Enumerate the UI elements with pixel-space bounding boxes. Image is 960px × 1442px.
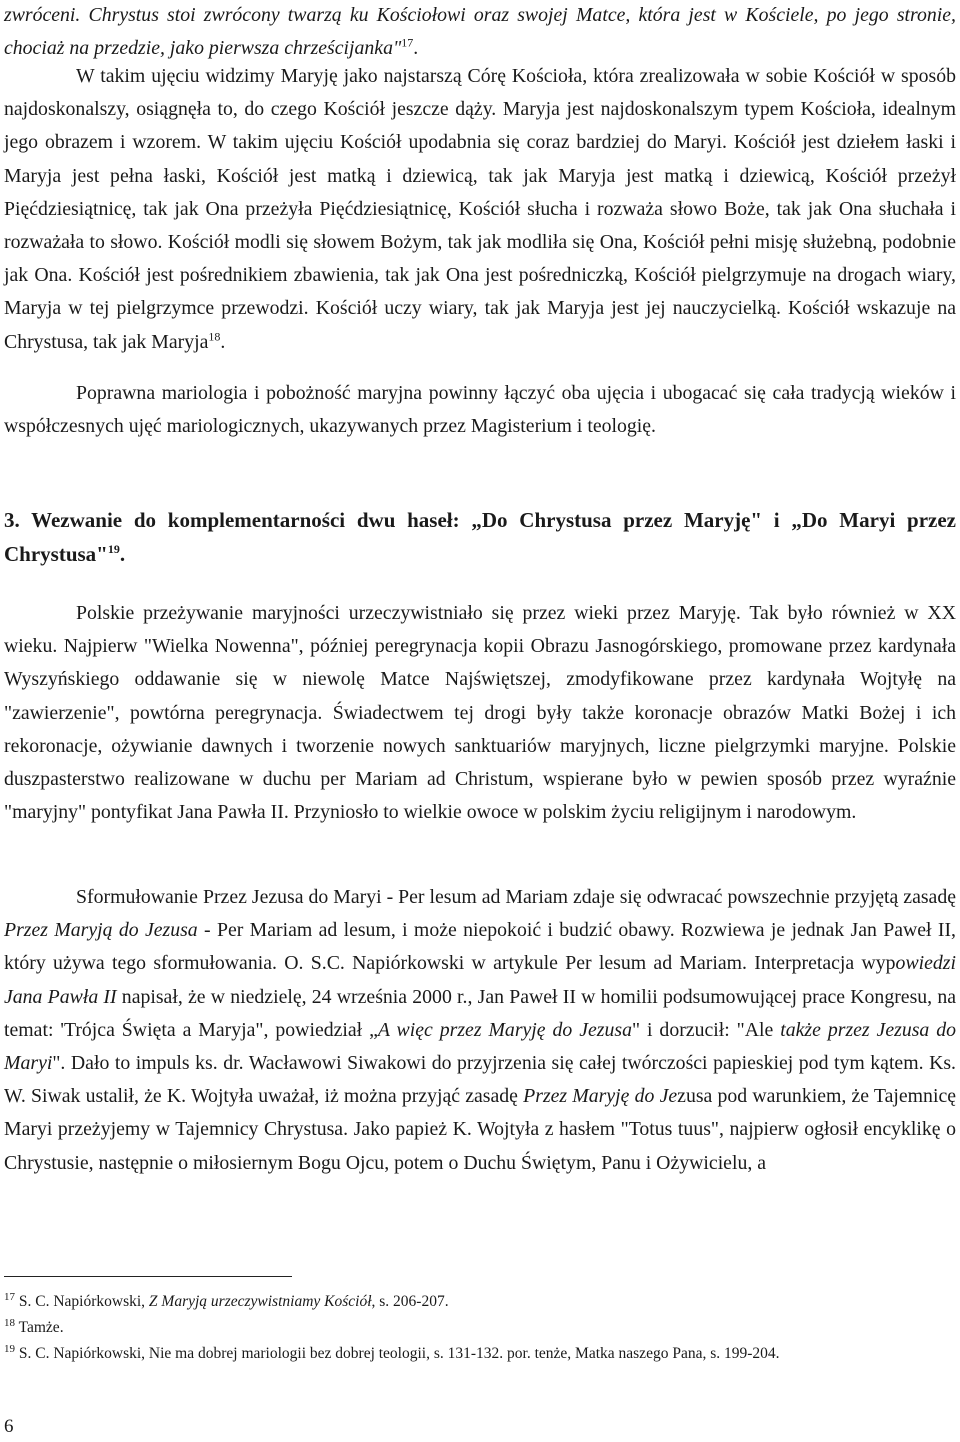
paragraph-5: [4, 881, 956, 1180]
text-run: " i dorzucił: "Ale: [631, 1018, 781, 1041]
footnote-separator: [4, 1276, 292, 1277]
text-run: zusa pod warunkiem, że Tajemnicę Maryi przeżyjemy w Tajemnicy Chrystusa. Jako papież K. Wojtyła z hasłem "Totus tuus", najpierw ogłosił encyklikę o Chrystusie, następnie o miłosiernym Bogu Ojcu, potem o Duchu Świętym, Panu i Ożywicielu, a: [4, 1085, 957, 1174]
footnote-ref-19[interactable]: 19: [107, 541, 120, 556]
footnote-text: , s. 206-207.: [371, 1293, 449, 1310]
footnote-17: [4, 1291, 956, 1313]
paragraph-1: [4, 0, 956, 65]
italic-phrase: Przez Maryją do Jezusa: [4, 919, 198, 942]
paragraph-4: [4, 597, 956, 829]
text-run: - Per Mariam ad lesum, i może niepokoić i budzić obawy. Rozwiewa je jednak Jan Paweł II, który używa tego sformułowania. O. S.C. Napiórkowski w artykule Per lesum ad Mariam. Interpretacja wyp: [4, 919, 957, 975]
section-heading-text: 3. Wezwanie do komplementarności dwu haseł: „Do Chrystusa przez Maryję" i „Do Maryi przez Chrystusa": [4, 508, 956, 566]
page-number: 6: [4, 1416, 14, 1437]
italic-phrase: także przez Jezusa do Maryi: [4, 1018, 957, 1075]
italic-phrase: owiedzi Jana Pawła II: [4, 952, 956, 1008]
footnote-19: [4, 1343, 956, 1365]
text-run: napisał, że w niedzielę, 24 września 2000 r., Jan Paweł II w homilii podsumowującej prace Kongresu, na temat: 'Trójca Święta a Maryja", powiedział „: [4, 985, 956, 1041]
footnote-number: 18: [4, 1316, 15, 1329]
heading-end: .: [119, 541, 126, 566]
footnote-title: Z Maryją urzeczywistniamy Kościół: [148, 1293, 372, 1310]
footnote-18: [4, 1317, 956, 1339]
footnote-number: 17: [4, 1290, 15, 1303]
footnote-text: S. C. Napiórkowski,: [18, 1293, 149, 1310]
footnote-number: 19: [4, 1342, 15, 1355]
footnote-ref-17[interactable]: 17: [401, 35, 414, 50]
footnote-ref-18[interactable]: 18: [208, 329, 221, 344]
text-run: ". Dało to impuls ks. dr. Wacławowi Siwakowi do przyjrzenia się całej twórczości papieskiej pod tym kątem. Ks. W. Siwak ustalił, że K. Wojtyła uważał, iż można przyjąć zasadę: [4, 1052, 956, 1108]
quote-text: zwróceni. Chrystus stoi zwrócony twarzą ku Kościołowi oraz swojej Matce, która jest w Kościele, po jego stronie, chociaż na przedzie, jako pierwsza chrześcijanka": [4, 4, 956, 60]
italic-phrase: A więc przez Maryję do Jezusa: [377, 1018, 632, 1041]
paragraph-4-text: Polskie przeżywanie maryjności urzeczywistniało się przez wieki przez Maryję. Tak było również w XX wieku. Najpierw "Wielka Nowenna", później peregrynacja kopii Obrazu Jasnogórskiego, promowane przez kardynała Wyszyńskiego oddawanie się w niewolę Matce Najświętszej, zmodyfikowane przez kardynała Wojtyłę na "zawierzenie", powtórna peregrynacja. Świadectwem tej drogi były także koronacje obrazów Matki Bożej i ich rekoronacje, ożywianie dawnych i tworzenie nowych sanktuariów maryjnych, liczne pielgrzymki maryjne. Polskie duszpasterstwo realizowane w duchu per Mariam ad Christum, wspierane było w pewien sposób przez wyraźnie "maryjny" pontyfikat Jana Pawła II. Przyniosło to wielkie owoce w polskim życiu religijnym i narodowym.: [4, 602, 956, 824]
sentence-end: .: [220, 330, 226, 353]
paragraph-2-text: W takim ujęciu widzimy Maryję jako najstarszą Córę Kościoła, która zrealizowała w sobie Kościół w sposób najdoskonalszy, osiągnęła to, do czego Kościół jeszcze dąży. Maryja jest najdoskonalszym typem Kościoła, idealnym jego obrazem i wzorem. W takim ujęciu Kościół upodabnia się coraz bardziej do Maryi. Kościół jest dziełem łaski i Maryja jest pełna łaski, Kościół jest matką i dziewicą, tak jak Maryja jest matką i dziewicą, Kościół przeżył Pięćdziesiątnicę, tak jak Ona przeżyła Pięćdziesiątnicę, Kościół słucha i rozważa słowo Boże, tak jak Ona słuchała i rozważała to słowo. Kościół modli się słowem Bożym, tak jak modliła się Ona, Kościół pełni misję służebną, podobnie jak Ona. Kościół jest pośrednikiem zbawienia, tak jak Ona jest pośredniczką, Kościół pielgrzymuje na drogach wiary, Maryja w tej pielgrzymce przewodzi. Kościół uczy wiary, tak jak Maryja jest jej nauczycielką. Kościół wskazuje na Chrystusa, tak jak Maryja: [4, 65, 956, 353]
footnote-text: S. C. Napiórkowski, Nie ma dobrej mariologii bez dobrej teologii, s. 131-132. por. tenże, Matka naszego Pana, s. 199-204.: [18, 1345, 780, 1362]
italic-phrase: Przez Maryję do Je: [523, 1085, 678, 1108]
text-run: Sformułowanie Przez Jezusa do Maryi - Per lesum ad Mariam zdaje się odwracać powszechnie przyjętą zasadę: [76, 886, 956, 908]
paragraph-3: [4, 377, 956, 443]
footnote-text: Tamże.: [18, 1319, 64, 1336]
sentence-end: .: [413, 37, 419, 60]
paragraph-2: [4, 60, 956, 359]
paragraph-3-text: Poprawna mariologia i pobożność maryjna powinny łączyć oba ujęcia i ubogacać się cała tradycją wieków i współczesnych ujęć mariologicznych, ukazywanych przez Magisterium i teologię.: [4, 382, 956, 438]
section-heading: [4, 504, 956, 571]
